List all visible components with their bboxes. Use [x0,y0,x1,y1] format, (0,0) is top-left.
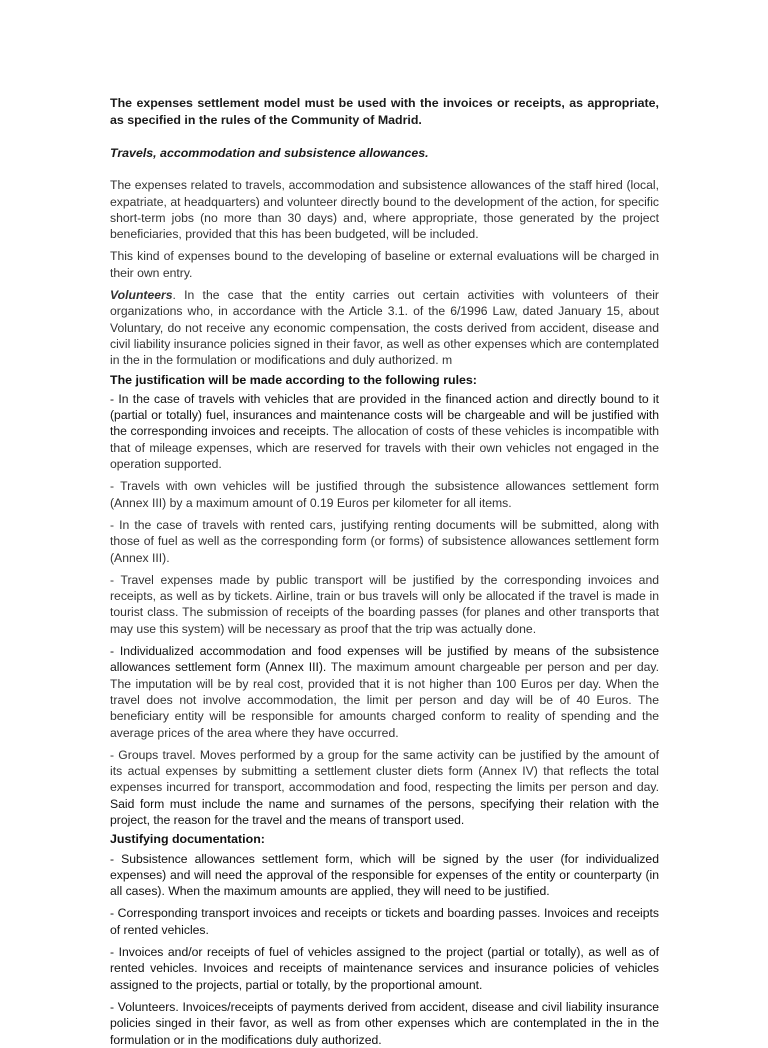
rule-company-vehicles [110,391,659,472]
paragraph-volunteers [110,287,659,368]
rule-company-vehicles-text: - In the case of travels with vehicles that are provided in the financed action and directly bound to it (partial or totally) fuel, insurances and maintenance costs will be chargeable and will be justified with the corresponding invoices and receipts. [110,391,659,439]
rule-accommodation-food [110,643,659,741]
rule-own-vehicles: - Travels with own vehicles will be justified through the subsistence allowances settlement form (Annex III) by a maximum amount of 0.19 Euros per kilometer for all items. [110,479,659,510]
docs-heading: Justifying documentation: [110,832,265,847]
doc-fuel-invoices: - Invoices and/or receipts of fuel of vehicles assigned to the project (partial or totally), as well as of rented vehicles. Invoices and receipts of maintenance services and insurance policies of vehicles assigned to the projects, partial or totally, by the proportional amount. [110,945,659,992]
doc-settlement-form: - Subsistence allowances settlement form, which will be signed by the user (for individualized expenses) and will need the approval of the responsible for expenses of the entity or counterparty (in all cases). When the maximum amounts are applied, they will need to be justified. [110,851,659,899]
section-title: Travels, accommodation and subsistence allowances. [110,146,429,160]
rule-company-vehicles-note: The allocation of costs of these vehicles is incompatible with that of mileage expenses, which are reserved for travels with their own vehicles not engaged in the operation supported. [110,424,659,472]
rule-groups-travel-text: - Groups travel. Moves performed by a group for the same activity can be justified by the amount of its actual expenses by submitting a settlement cluster diets form (Annex IV) that reflects the total expenses incurred for transport, accommodation and food, respecting the limits per person and day. [110,747,659,795]
rules-heading: The justification will be made according to the following rules: [110,372,477,387]
rule-accommodation-food-text: - Individualized accommodation and food expenses will be justified by means of the subsistence allowances settlement form (Annex III). [110,644,659,675]
paragraph-baseline-evaluations: This kind of expenses bound to the developing of baseline or external evaluations will be charged in their own entry. [110,249,659,280]
rule-accommodation-food-limits: The maximum amount chargeable per person and per day. The imputation will be by real cost, provided that it is not higher than 100 Euros per day. When the travel does not involve accommodation, the limit per person and day will be of 40 Euros. The beneficiary entity will be responsible for amounts charged conform to reality of spending and the average prices of the area where they have occurred. [110,660,659,740]
rule-groups-travel [110,747,659,828]
rule-public-transport: - Travel expenses made by public transport will be justified by the corresponding invoices and receipts, as well as by tickets. Airline, train or bus travels will only be allocated if the travel is made in tourist class. The submission of receipts of the boarding passes (for planes and other transports that may use this system) will be necessary as proof that the trip was actually done. [110,572,659,636]
rule-groups-travel-form: Said form must include the name and surnames of the persons, specifying their relation with the project, the reason for the travel and the means of transport used. [110,796,659,827]
intro-paragraph: The expenses settlement model must be used with the invoices or receipts, as appropriate, as specified in the rules of the Community of Madrid. [110,96,659,127]
volunteers-lead: Volunteers [110,288,173,303]
doc-volunteers-insurance: - Volunteers. Invoices/receipts of payments derived from accident, disease and civil liability insurance policies singed in their favor, as well as from other expenses which are contemplated in the in the formulation or in the modifications duly authorized. [110,999,659,1047]
volunteers-text: . In the case that the entity carries out certain activities with volunteers of their organizations who, in accordance with the Article 3.1. of the 6/1996 Law, dated January 15, about Voluntary, do not receive any economic compensation, the costs derived from accident, disease and civil liability insurance policies signed in their favor, as well as other expenses which are contemplated in the in the formulation or modifications and duly authorized. m [110,288,659,368]
doc-transport-invoices: - Corresponding transport invoices and receipts or tickets and boarding passes. Invoices and receipts of rented vehicles. [110,906,659,937]
paragraph-staff-expenses: The expenses related to travels, accommodation and subsistence allowances of the staff hired (local, expatriate, at headquarters) and volunteer directly bound to the development of the action, for specific short-term jobs (no more than 30 days) and, where appropriate, those generated by the project beneficiaries, provided that this has been budgeted, will be included. [110,178,659,242]
rule-rented-cars: - In the case of travels with rented cars, justifying renting documents will be submitted, along with those of fuel as well as the corresponding form (or forms) of subsistence allowances settlement form (Annex III). [110,517,659,565]
